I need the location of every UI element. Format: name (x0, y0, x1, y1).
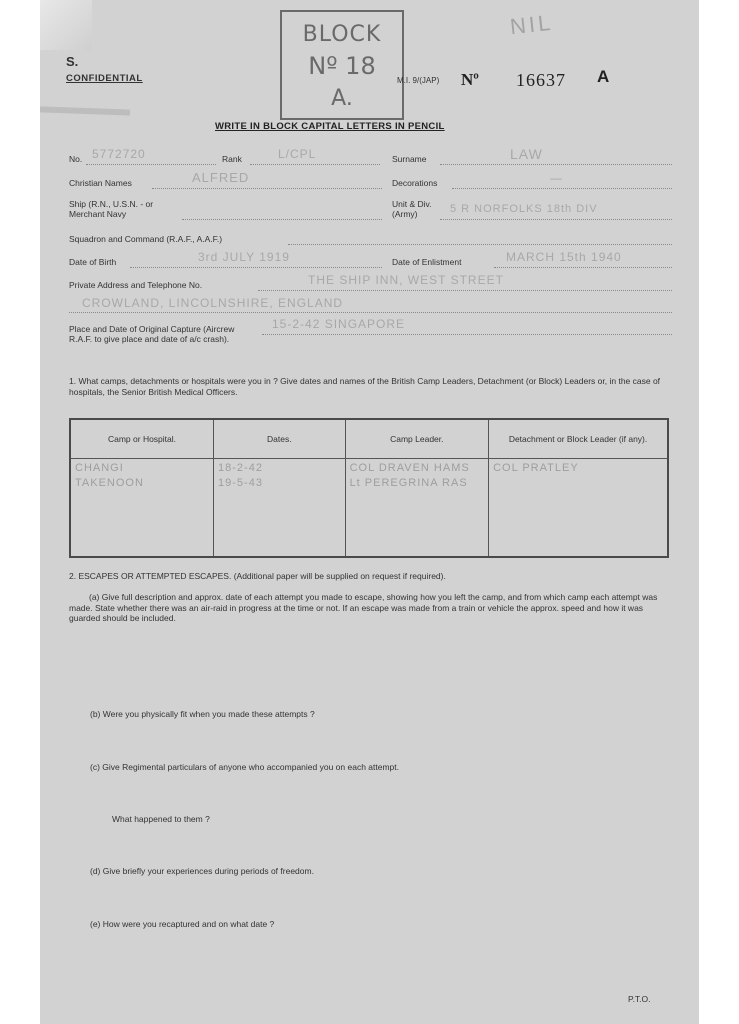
christian-names-label: Christian Names (69, 178, 132, 188)
cell-dates-1: 18-2-42 (218, 462, 263, 474)
cell-leader-2: Lt PEREGRINA RAS (349, 477, 468, 489)
column-header-camp-leader: Camp Leader. (345, 419, 489, 459)
column-header-detachment-leader: Detachment or Block Leader (if any). (489, 419, 668, 459)
classification-label: CONFIDENTIAL (66, 73, 143, 84)
address-line-1 (258, 290, 672, 291)
decorations-value: — (550, 171, 563, 185)
form-suffix: A (597, 67, 610, 86)
form-code: M.I. 9/(JAP) (397, 76, 440, 85)
capture-label: Place and Date of Original Capture (Aircrew R.A.F. to give place and date of a/c crash). (69, 324, 235, 344)
capture-line (262, 334, 672, 335)
column-header-camp: Camp or Hospital. (70, 419, 214, 459)
enlistment-label: Date of Enlistment (392, 257, 462, 267)
section2-d: (d) Give briefly your experiences during periods of freedom. (90, 866, 314, 876)
capture-value: 15-2-42 SINGAPORE (272, 317, 406, 331)
address-value-2: CROWLAND, LINCOLNSHIRE, ENGLAND (82, 296, 344, 310)
pto-label: P.T.O. (628, 994, 651, 1004)
enlistment-value: MARCH 15th 1940 (506, 250, 622, 264)
no-line (86, 164, 216, 165)
stamp-line-1: BLOCK (302, 22, 382, 47)
no-label: No. (69, 154, 83, 164)
form-sheet (40, 0, 699, 1024)
surname-label: Surname (392, 154, 427, 164)
cell-camp-1: CHANGI (75, 462, 124, 474)
block-stamp (280, 10, 404, 120)
dob-value: 3rd JULY 1919 (198, 250, 290, 264)
stamp-line-3: A. (331, 86, 353, 111)
rank-value: L/CPL (278, 147, 317, 161)
surname-value: LAW (510, 146, 543, 162)
address-value-1: THE SHIP INN, WEST STREET (308, 273, 504, 287)
column-header-dates: Dates. (214, 419, 346, 459)
squadron-label: Squadron and Command (R.A.F., A.A.F.) (69, 234, 223, 244)
squadron-line (288, 244, 672, 245)
table-cell (214, 459, 346, 558)
classification-mark: S. (66, 54, 79, 69)
form-number: 16637 (516, 70, 566, 90)
cell-camp-2: TAKENOON (75, 477, 144, 489)
instruction-heading: WRITE IN BLOCK CAPITAL LETTERS IN PENCIL (215, 121, 445, 132)
address-line-2 (69, 312, 672, 313)
enlistment-line (494, 267, 672, 268)
section2-e: (e) How were you recaptured and on what date ? (90, 919, 275, 929)
section2-b: (b) Were you physically fit when you made these attempts ? (90, 709, 315, 719)
table-cell (70, 459, 214, 558)
table-cell (345, 459, 489, 558)
number-label: Nº (461, 70, 479, 89)
nil-annotation: NIL (508, 9, 555, 40)
decorations-line (452, 188, 672, 189)
unit-line (440, 219, 672, 220)
stamp-line-2: Nº 18 (308, 52, 376, 80)
rank-label: Rank (222, 154, 242, 164)
dob-line (130, 267, 382, 268)
table-cell (489, 459, 668, 558)
decorations-label: Decorations (392, 178, 438, 188)
section2-a: (a) Give full description and approx. date of each attempt you made to escape, showing how you left the camp, and from which camp each attempt was made. State whether there was an air-raid in progress at the time or not. If an escape was made from a train or vehicle the approx. speed and how it was guarded should be included. (69, 592, 658, 623)
cell-detachment-1: COL PRATLEY (493, 462, 579, 474)
folded-corner (40, 0, 92, 50)
table-header-row (70, 419, 668, 459)
table-row (70, 459, 668, 558)
christian-names-value: ALFRED (192, 170, 250, 185)
unit-value: 5 R NORFOLKS 18th DIV (450, 203, 598, 215)
section2-c: (c) Give Regimental particulars of anyone who accompanied you on each attempt. (90, 762, 399, 772)
unit-label: Unit & Div. (Army) (392, 199, 432, 219)
section1-question: 1. What camps, detachments or hospitals were you in ? Give dates and names of the British Camp Leaders, Detachment (or Block) Leaders or, in the case of hospitals, the Senior British Medical Officers. (69, 376, 661, 397)
ship-line (182, 219, 382, 220)
section2-c-followup: What happened to them ? (112, 814, 210, 824)
rank-line (250, 164, 380, 165)
dob-label: Date of Birth (69, 257, 117, 267)
christian-names-line (152, 188, 382, 189)
cell-dates-2: 19-5-43 (218, 477, 263, 489)
address-label: Private Address and Telephone No. (69, 280, 203, 290)
cell-leader-1: COL DRAVEN HAMS (349, 462, 470, 474)
section2-title: 2. ESCAPES OR ATTEMPTED ESCAPES. (Additional paper will be supplied on request if required). (69, 571, 446, 581)
surname-line (440, 164, 672, 165)
camps-table (69, 418, 669, 558)
ship-label: Ship (R.N., U.S.N. - or Merchant Navy (69, 199, 154, 219)
tape-mark (40, 106, 130, 115)
no-value: 5772720 (92, 147, 146, 161)
